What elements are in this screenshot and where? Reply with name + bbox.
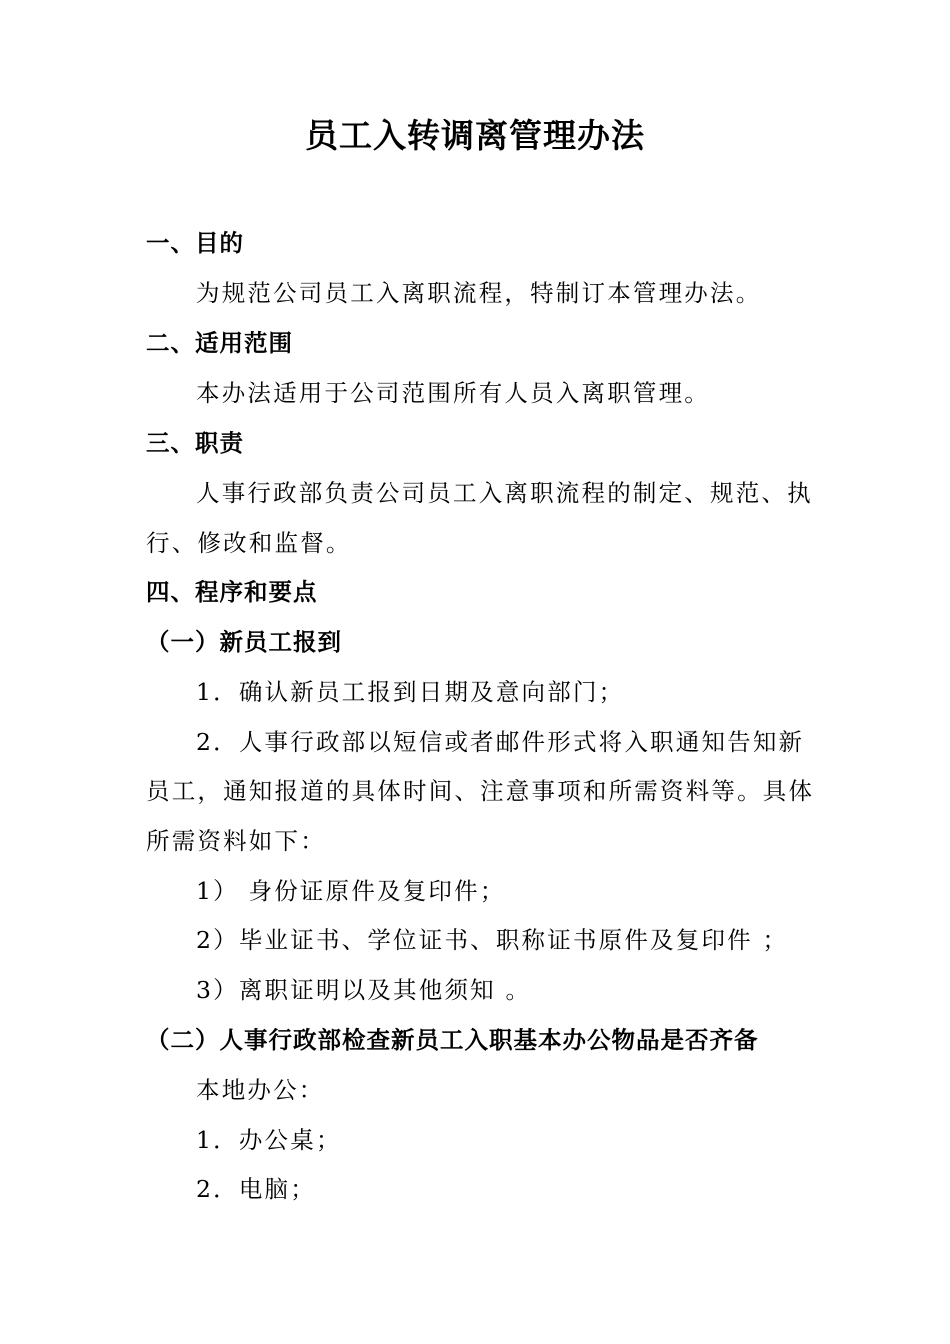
sub-list-item-3: 3）离职证明以及其他须知 。 <box>196 976 532 1004</box>
section-heading-purpose: 一、目的 <box>146 229 244 257</box>
subsection-heading-new-employee: （一）新员工报到 <box>146 628 342 656</box>
paragraph-local-office: 本地办公： <box>196 1076 325 1104</box>
sub-list-item-2: 2）毕业证书、学位证书、职称证书原件及复印件 ； <box>196 926 789 954</box>
list-item-2-line-3: 所需资料如下： <box>146 827 326 855</box>
document-title: 员工入转调离管理办法 <box>305 116 645 155</box>
paragraph-duties-line-2: 行、修改和监督。 <box>146 529 352 557</box>
paragraph-scope: 本办法适用于公司范围所有人员入离职管理。 <box>196 379 710 407</box>
paragraph-purpose: 为规范公司员工入离职流程，特制订本管理办法。 <box>196 279 762 307</box>
section-heading-duties: 三、职责 <box>146 429 244 457</box>
list-item-2-line-1: 2．人事行政部以短信或者邮件形式将入职通知告知新 <box>196 728 805 756</box>
section-heading-procedures: 四、程序和要点 <box>146 578 318 606</box>
supply-item-computer: 2．电脑； <box>196 1175 316 1203</box>
paragraph-duties-line-1: 人事行政部负责公司员工入离职流程的制定、规范、执 <box>196 479 813 507</box>
list-item-2-line-2: 员工，通知报道的具体时间、注意事项和所需资料等。具体 <box>146 777 815 805</box>
supply-item-desk: 1．办公桌； <box>196 1126 342 1154</box>
sub-list-item-1: 1） 身份证原件及复印件； <box>196 877 506 905</box>
list-item-1: 1．确认新员工报到日期及意向部门； <box>196 678 625 706</box>
section-heading-scope: 二、适用范围 <box>146 329 293 357</box>
subsection-heading-office-supplies: （二）人事行政部检查新员工入职基本办公物品是否齐备 <box>146 1026 759 1054</box>
